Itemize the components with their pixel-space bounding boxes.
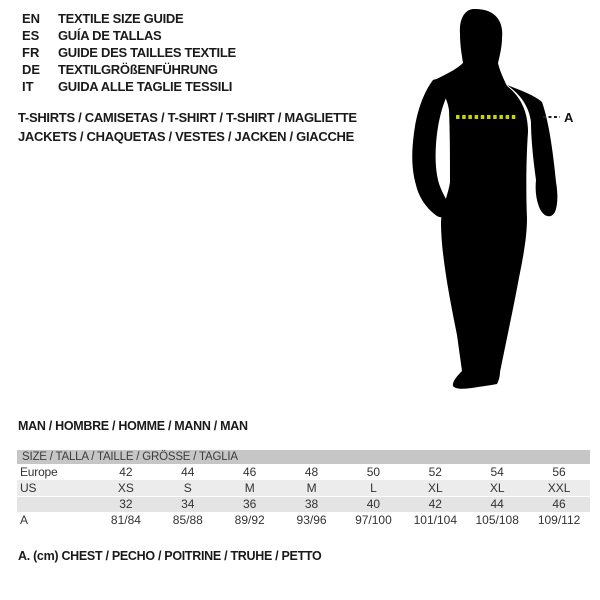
size-cell: 50	[366, 465, 381, 479]
size-cell: 52	[428, 465, 442, 479]
size-cell: 46	[552, 497, 566, 511]
table-row-a-chest	[17, 512, 590, 528]
size-cell: 89/92	[234, 513, 265, 527]
size-cell: 81/84	[110, 513, 141, 527]
size-cell: 34	[181, 497, 195, 511]
language-row-de	[22, 61, 236, 78]
size-table	[17, 450, 590, 528]
language-code: IT	[22, 79, 34, 94]
category-tshirts: T-SHIRTS / CAMISETAS / T-SHIRT / T-SHIRT / MAGLIETTE	[18, 110, 357, 125]
size-cell: 54	[490, 465, 504, 479]
language-label: GUÍA DE TALLAS	[58, 28, 162, 43]
language-code: DE	[22, 62, 41, 77]
size-cell: 105/108	[475, 513, 519, 527]
size-cell: 36	[243, 497, 257, 511]
size-cell: 38	[304, 497, 319, 511]
size-cell: 42	[428, 497, 442, 511]
language-code: EN	[22, 11, 41, 26]
language-label: GUIDE DES TAILLES TEXTILE	[58, 45, 236, 60]
size-cell: XL	[489, 481, 505, 495]
language-label: TEXTILE SIZE GUIDE	[58, 11, 184, 26]
size-cell: 44	[490, 497, 504, 511]
size-cell: S	[183, 481, 192, 495]
row-label: US	[20, 481, 37, 495]
size-cell: 44	[181, 465, 195, 479]
section-title-man: MAN / HOMBRE / HOMME / MANN / MAN	[18, 419, 248, 433]
size-cell: 93/96	[296, 513, 327, 527]
language-row-es	[22, 27, 236, 44]
language-row-it	[22, 78, 236, 95]
language-code: FR	[22, 45, 40, 60]
language-list	[22, 10, 236, 95]
size-cell: 56	[552, 465, 566, 479]
size-cell: 42	[119, 465, 133, 479]
measurement-a-label: A	[564, 110, 574, 125]
body-silhouette	[433, 9, 528, 389]
size-cell: XXL	[547, 481, 571, 495]
row-label	[17, 496, 95, 512]
size-cell: 109/112	[537, 513, 581, 527]
chest-measurement-footnote: A. (cm) CHEST / PECHO / POITRINE / TRUHE / PETTO	[18, 549, 322, 563]
size-cell: 40	[366, 497, 381, 511]
size-cell: 97/100	[355, 513, 392, 527]
table-row-europe	[17, 464, 590, 480]
language-row-en	[22, 10, 236, 27]
row-label: A	[20, 513, 28, 527]
row-label: Europe	[20, 465, 58, 479]
size-cell: XS	[117, 481, 134, 495]
size-cell: 101/104	[413, 513, 457, 527]
size-cell: M	[306, 481, 317, 495]
language-label: GUIDA ALLE TAGLIE TESSILI	[58, 79, 233, 94]
man-silhouette-figure	[405, 2, 585, 398]
garment-categories	[18, 108, 357, 146]
size-cell: 46	[243, 465, 257, 479]
size-cell: 85/88	[172, 513, 203, 527]
size-cell: 32	[119, 497, 133, 511]
language-label: TEXTILGRÖßENFÜHRUNG	[58, 62, 218, 77]
size-cell: M	[244, 481, 255, 495]
language-row-fr	[22, 44, 236, 61]
size-cell: L	[370, 481, 377, 495]
size-table-header: SIZE / TALLA / TAILLE / GRÖSSE / TAGLIA	[17, 450, 590, 464]
size-cell: 48	[304, 465, 319, 479]
category-jackets: JACKETS / CHAQUETAS / VESTES / JACKEN / GIACCHE	[18, 129, 354, 144]
table-row-us	[17, 480, 590, 496]
size-cell: XL	[427, 481, 443, 495]
language-code: ES	[22, 28, 40, 43]
table-row-uk	[17, 496, 590, 512]
